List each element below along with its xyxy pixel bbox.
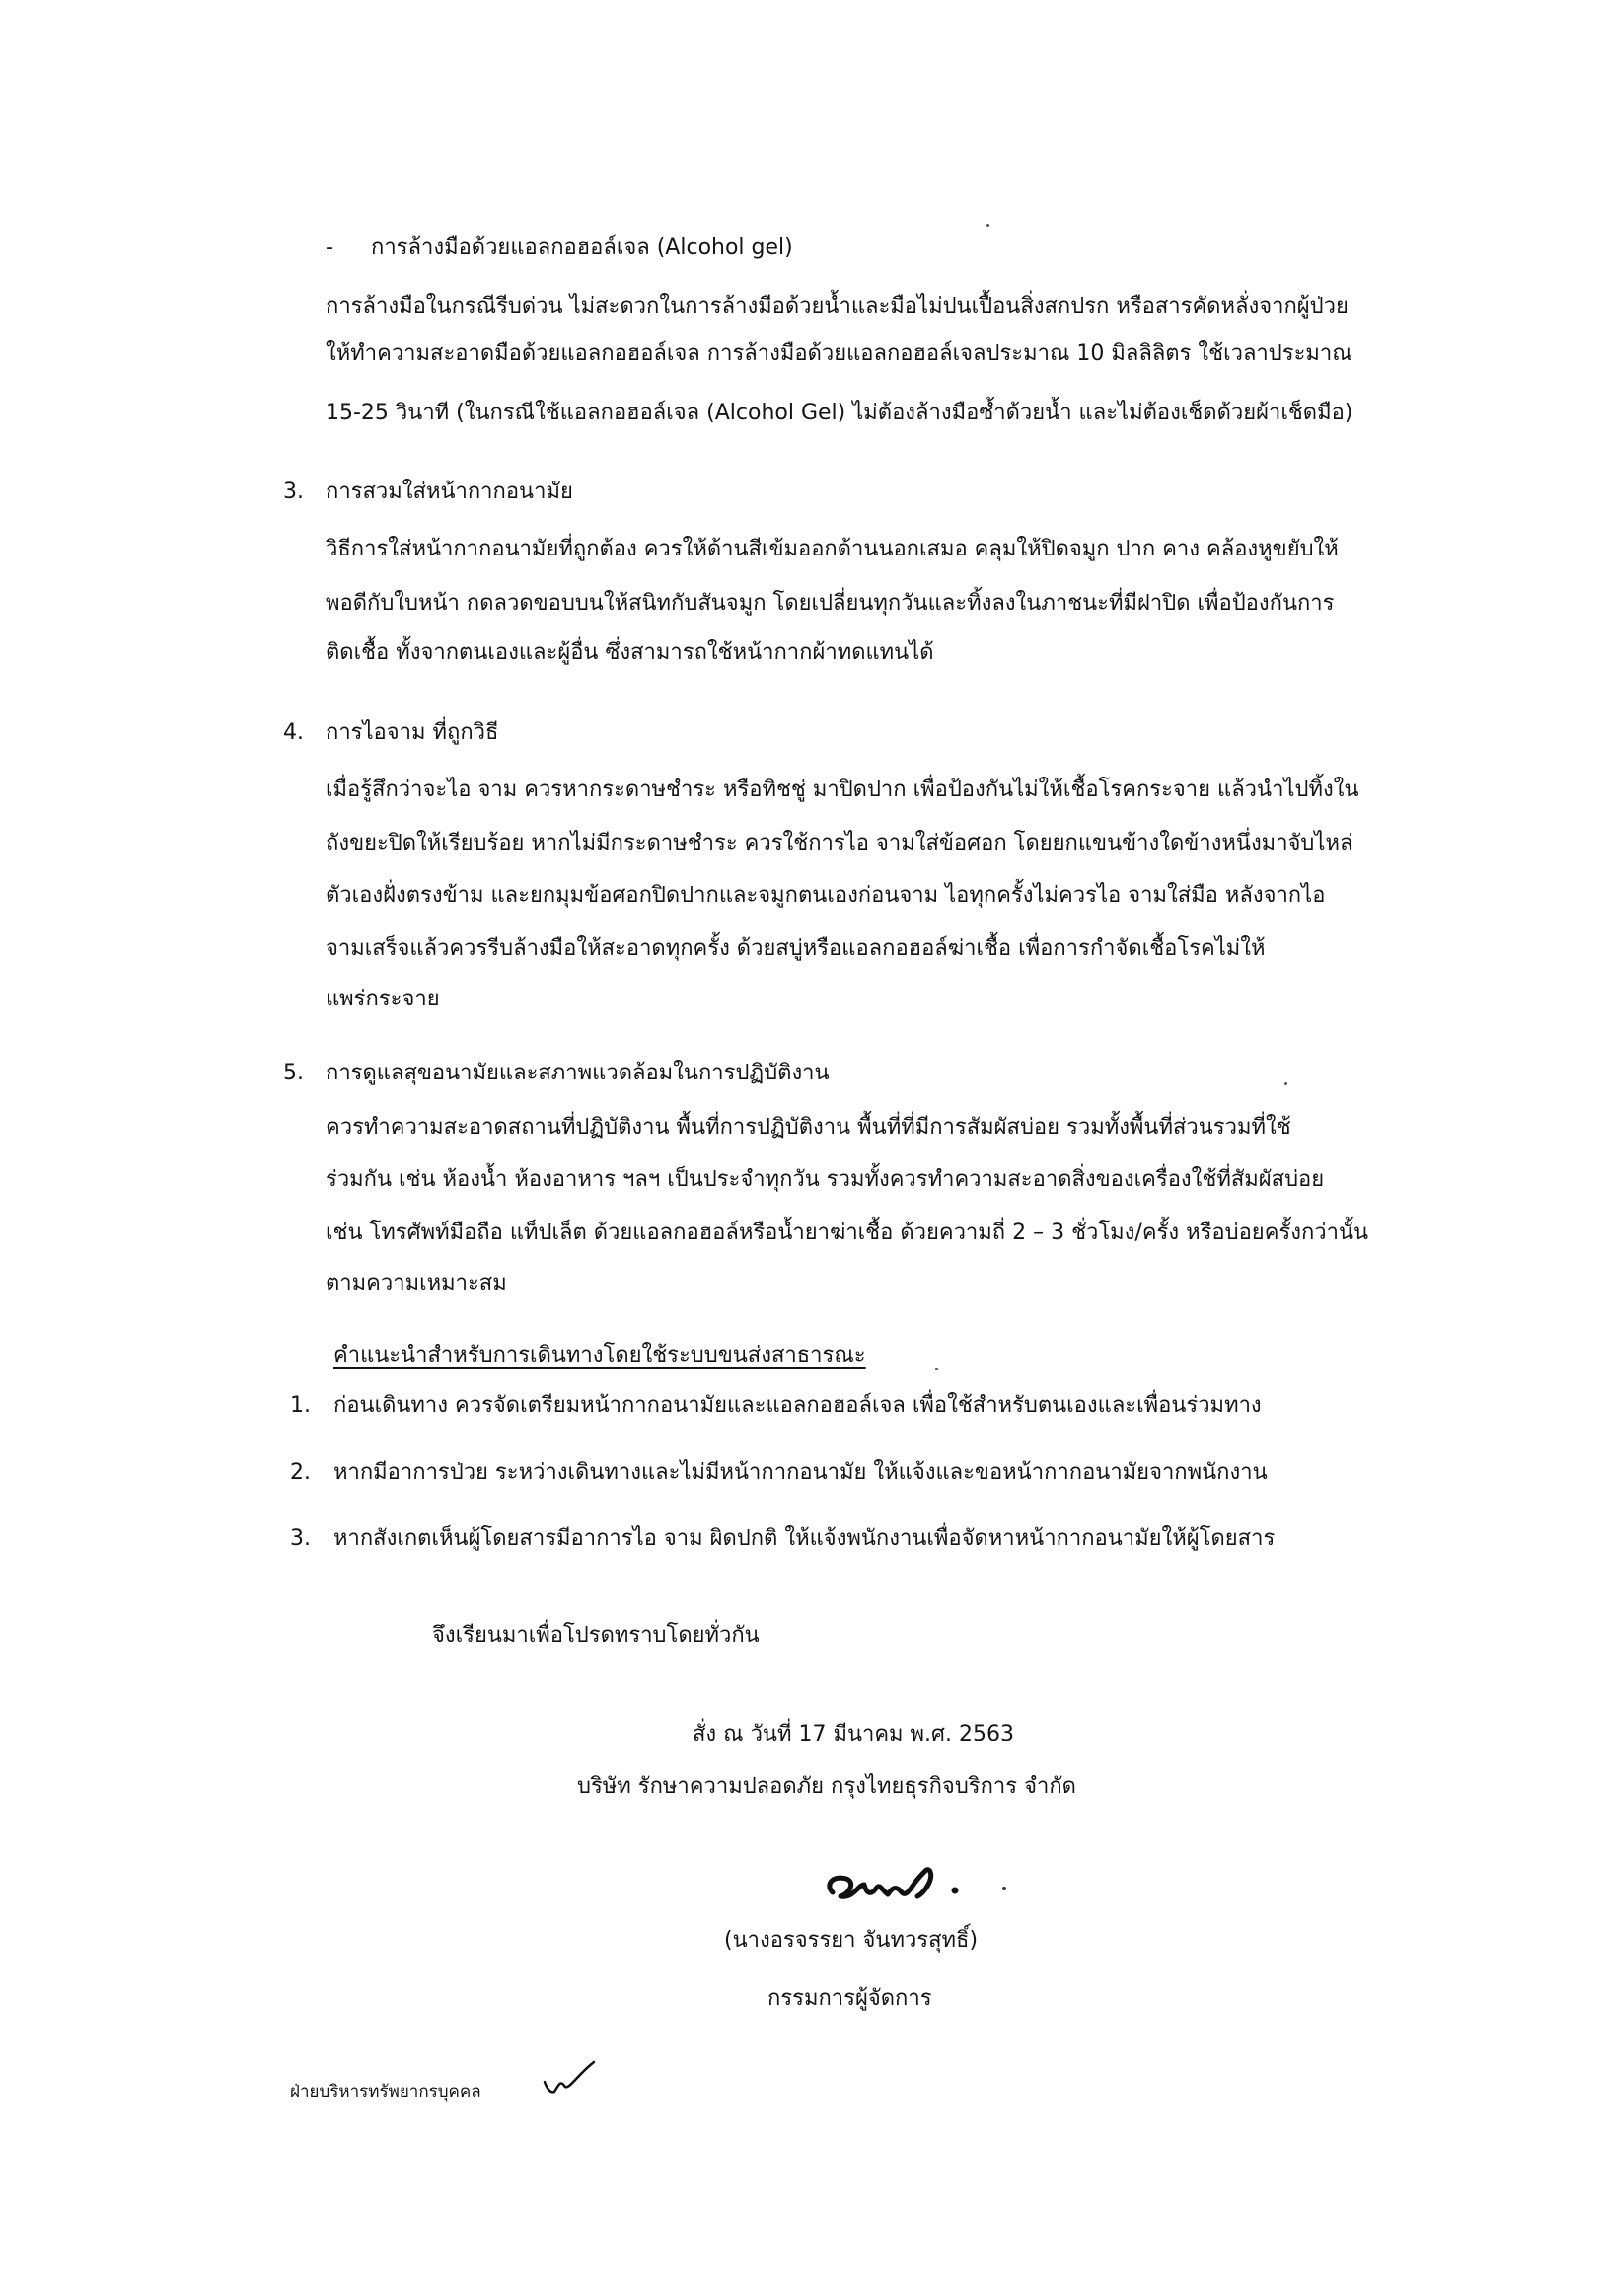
section-3-line-1: วิธีการใส่หน้ากากอนามัยที่ถูกต้อง ควรให้ด้านสีเข้มออกด้านนอกเสมอ คลุมให้ปิดจมูก ปาก คาง คล้องหูขยับให้ xyxy=(326,537,1339,561)
handwritten-signature xyxy=(819,1855,1026,1924)
signatory-name: (นางอรจรรยา จันทวรสุทธิ์) xyxy=(724,1928,979,1953)
section-4-number: 4. xyxy=(283,720,304,745)
alcohol-gel-line-1: การล้างมือในกรณีรีบด่วน ไม่สะดวกในการล้างมือด้วยน้ำและมือไม่ปนเปื้อนสิ่งสกปรก หรือสารคัดหลั่งจากผู้ป่วย xyxy=(326,294,1349,319)
section-4-line-3: ตัวเองฝั่งตรงข้าม และยกมุมข้อศอกปิดปากและจมูกตนเองก่อนจาม ไอทุกครั้งไม่ควรไอ จามใส่มือ หลังจากไอ xyxy=(326,883,1326,908)
scan-speck xyxy=(986,224,989,227)
section-3-line-3: ติดเชื้อ ทั้งจากตนเองและผู้อื่น ซึ่งสามารถใช้หน้ากากผ้าทดแทนได้ xyxy=(326,640,934,665)
transport-item-1-number: 1. xyxy=(290,1393,311,1418)
transport-item-2-number: 2. xyxy=(290,1460,311,1485)
section-5-line-3: เช่น โทรศัพท์มือถือ แท็ปเล็ต ด้วยแอลกอฮอล์หรือน้ำยาฆ่าเชื้อ ด้วยความถี่ 2 – 3 ชั่วโมง/ครั้ง หรือบ่อยครั้งกว่านั้น xyxy=(326,1221,1369,1245)
section-4-line-2: ถังขยะปิดให้เรียบร้อย หากไม่มีกระดาษชำระ ควรใช้การไอ จามใส่ข้อศอก โดยยกแขนข้างใดข้างหนึ่งมาจับไหล่ xyxy=(326,831,1353,855)
section-3-line-2: พอดีกับใบหน้า กดลวดขอบบนให้สนิทกับสันจมูก โดยเปลี่ยนทุกวันและทิ้งลงในภาชนะที่มีฝาปิด เพื่อป้องกันการ xyxy=(326,591,1335,616)
transport-item-2-text: หากมีอาการป่วย ระหว่างเดินทางและไม่มีหน้ากากอนามัย ให้แจ้งและขอหน้ากากอนามัยจากพนักงาน xyxy=(333,1460,1268,1485)
section-5-line-4: ตามความเหมาะสม xyxy=(326,1271,507,1296)
section-4-heading: การไอจาม ที่ถูกวิธี xyxy=(326,720,499,745)
public-transport-heading: คำแนะนำสำหรับการเดินทางโดยใช้ระบบขนส่งสาธารณะ xyxy=(333,1343,866,1368)
section-4-line-1: เมื่อรู้สึกว่าจะไอ จาม ควรหากระดาษชำระ หรือทิชชู่ มาปิดปาก เพื่อป้องกันไม่ให้เชื้อโรคกระจาย แล้วนำไปทิ้งใน xyxy=(326,778,1359,802)
section-5-line-2: ร่วมกัน เช่น ห้องน้ำ ห้องอาหาร ฯลฯ เป็นประจำทุกวัน รวมทั้งควรทำความสะอาดสิ่งของเครื่องใช้ที่สัมผัสบ่อย xyxy=(326,1167,1325,1192)
section-3-heading: การสวมใส่หน้ากากอนามัย xyxy=(326,480,573,504)
transport-item-3-text: หากสังเกตเห็นผู้โดยสารมีอาการไอ จาม ผิดปกติ ให้แจ้งพนักงานเพื่อจัดหาหน้ากากอนามัยให้ผู้โดยสาร xyxy=(333,1526,1276,1551)
alcohol-gel-heading: การล้างมือด้วยแอลกอฮอล์เจล (Alcohol gel) xyxy=(371,235,793,259)
section-4-line-5: แพร่กระจาย xyxy=(326,987,440,1011)
scan-speck xyxy=(1284,1082,1287,1085)
section-4-line-4: จามเสร็จแล้วควรรีบล้างมือให้สะอาดทุกครั้ง ด้วยสบู่หรือแอลกอฮอล์ฆ่าเชื้อ เพื่อการกำจัดเชื้อโรคไม่ให้ xyxy=(326,936,1266,961)
section-5-number: 5. xyxy=(283,1061,304,1085)
section-5-heading: การดูแลสุขอนามัยและสภาพแวดล้อมในการปฏิบัติงาน xyxy=(326,1061,830,1085)
alcohol-gel-line-3: 15-25 วินาที (ในกรณีใช้แอลกอฮอล์เจล (Alcohol Gel) ไม่ต้องล้างมือซ้ำด้วยน้ำ และไม่ต้องเช็ดด้วยผ้าเช็ดมือ) xyxy=(326,401,1353,425)
company-name: บริษัท รักษาความปลอดภัย กรุงไทยธุรกิจบริการ จำกัด xyxy=(577,1774,1076,1799)
alcohol-gel-line-2: ให้ทำความสะอาดมือด้วยแอลกอฮอล์เจล การล้างมือด้วยแอลกอฮอล์เจลประมาณ 10 มิลลิลิตร ใช้เวลาประมาณ xyxy=(326,341,1352,366)
transport-item-1-text: ก่อนเดินทาง ควรจัดเตรียมหน้ากากอนามัยและแอลกอฮอล์เจล เพื่อใช้สำหรับตนเองและเพื่อนร่วมทาง xyxy=(333,1393,1262,1418)
closing-text: จึงเรียนมาเพื่อโปรดทราบโดยทั่วกัน xyxy=(432,1623,760,1648)
section-5-line-1: ควรทำความสะอาดสถานที่ปฏิบัติงาน พื้นที่การปฏิบัติงาน พื้นที่ที่มีการสัมผัสบ่อย รวมทั้งพื้นที่ส่วนรวมที่ใช้ xyxy=(326,1115,1291,1140)
alcohol-gel-bullet: - xyxy=(326,235,333,259)
section-3-number: 3. xyxy=(283,480,304,504)
initials-mark xyxy=(541,2056,600,2106)
order-date: สั่ง ณ วันที่ 17 มีนาคม พ.ศ. 2563 xyxy=(693,1722,1014,1746)
signatory-position: กรรมการผู้จัดการ xyxy=(767,1986,932,2011)
scan-speck xyxy=(935,1368,938,1370)
footer-department: ฝ่ายบริหารทรัพยากรบุคคล xyxy=(290,2082,481,2102)
transport-item-3-number: 3. xyxy=(290,1526,311,1551)
